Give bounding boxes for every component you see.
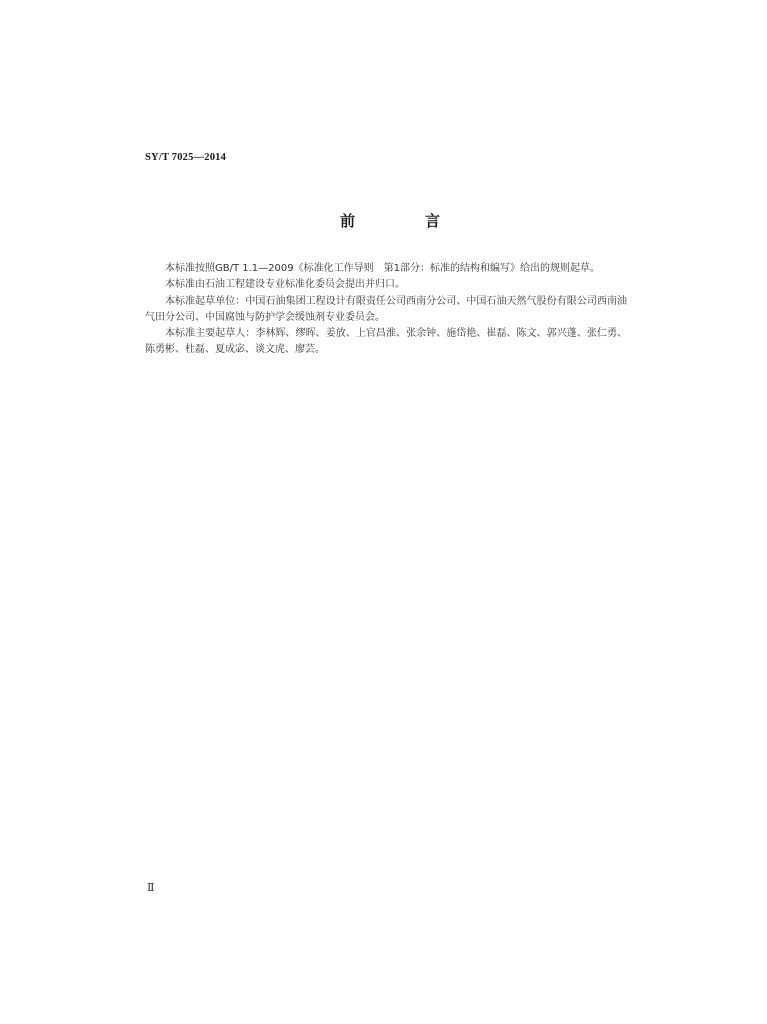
paragraph-drafting-units: 本标准起草单位：中国石油集团工程设计有限责任公司西南分公司、中国石油天然气股份有限公司西南油气田分公司、中国腐蚀与防护学会缓蚀剂专业委员会。 bbox=[145, 295, 627, 323]
foreword-body bbox=[145, 261, 627, 359]
paragraph-drafters: 本标准主要起草人：李林辉、缪晖、姜放、上官昌淮、张余钟、施岱艳、崔磊、陈文、郭兴蓬、张仁勇、陈勇彬、杜磊、夏成宓、谈文虎、廖芸。 bbox=[145, 328, 627, 356]
page-title bbox=[340, 210, 440, 231]
paragraph-drafting-rules: 本标准按照GB/T 1.1—2009《标准化工作导则 第1部分：标准的结构和编写》给出的规则起草。 bbox=[165, 263, 600, 274]
paragraph-proposer: 本标准由石油工程建设专业标准化委员会提出并归口。 bbox=[165, 279, 405, 291]
standard-code: SY/T 7025—2014 bbox=[145, 152, 227, 163]
page-number: Ⅱ bbox=[147, 882, 155, 894]
title-char-2: 言 bbox=[424, 212, 440, 230]
title-char-1: 前 bbox=[340, 212, 356, 230]
